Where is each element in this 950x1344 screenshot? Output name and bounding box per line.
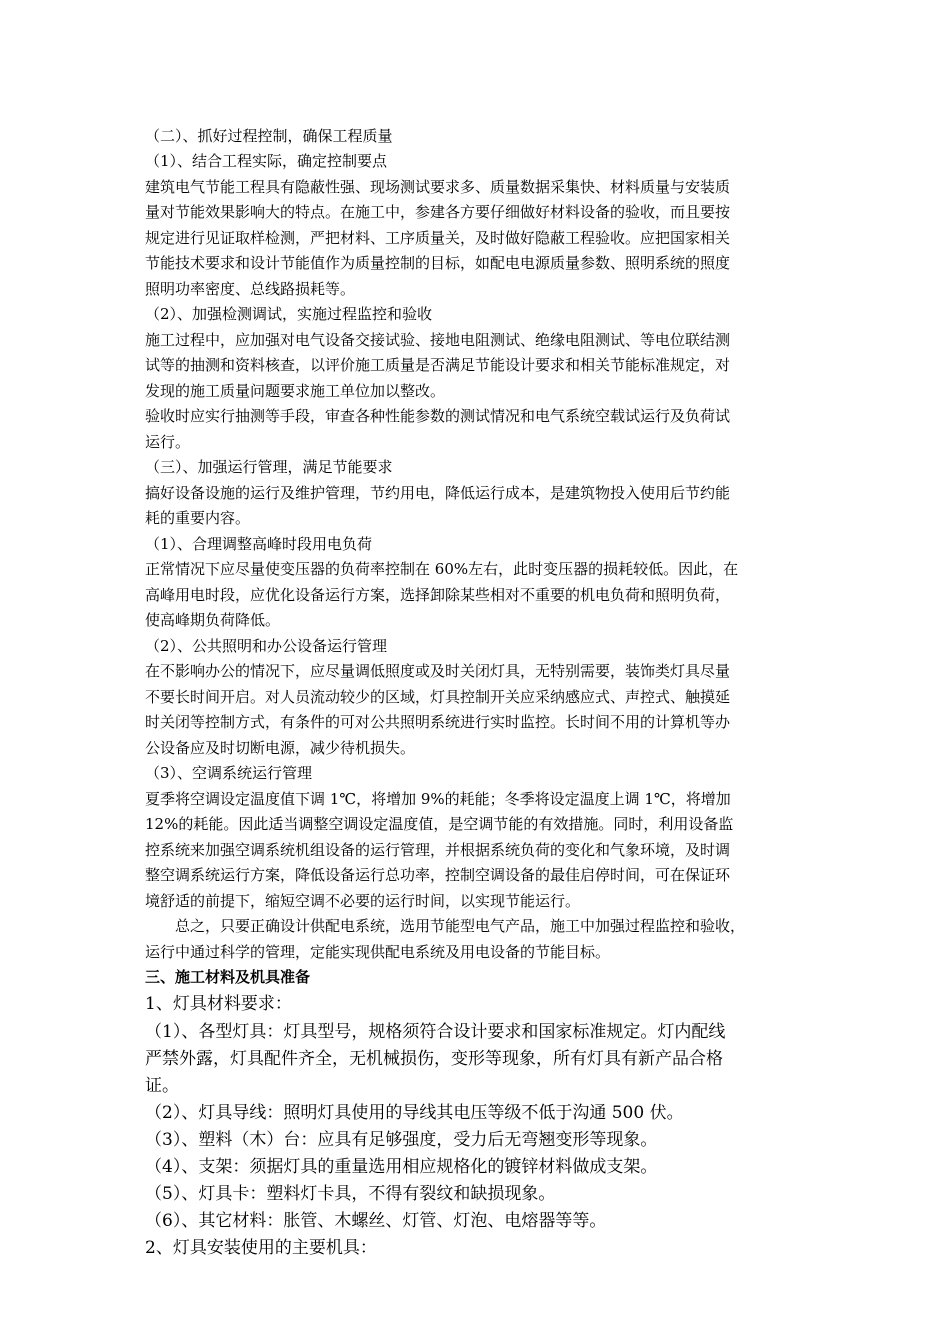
paragraph-line: 运行。	[145, 433, 191, 451]
paragraph-line: 境舒适的前提下，缩短空调不必要的运行时间，以实现节能运行。	[145, 892, 581, 910]
paragraph-line: 耗的重要内容。	[145, 509, 251, 527]
paragraph-line: 规定进行见证取样检测，严把材料、工序质量关，及时做好隐蔽工程验收。应把国家相关	[145, 229, 731, 247]
subheading-2-2: （2）、加强检测调试，实施过程监控和验收	[145, 305, 433, 323]
paragraph-line: 在不影响办公的情况下，应尽量调低照度或及时关闭灯具，无特别需要，装饰类灯具尽量	[145, 662, 731, 680]
paragraph-line: 正常情况下应尽量使变压器的负荷率控制在 60%左右，此时变压器的损耗较低。因此，在	[145, 560, 739, 578]
list-item-cont: 严禁外露，灯具配件齐全，无机械损伤，变形等现象，所有灯具有新产品合格	[145, 1049, 723, 1069]
list-item: （1）、各型灯具：灯具型号，规格须符合设计要求和国家标准规定。灯内配线	[145, 1022, 726, 1042]
subheading-2-1: （1）、结合工程实际，确定控制要点	[145, 152, 388, 170]
paragraph-line: 节能技术要求和设计节能值作为质量控制的目标，如配电电源质量参数、照明系统的照度	[145, 254, 731, 272]
list-item: （5）、灯具卡：塑料灯卡具，不得有裂纹和缺损现象。	[145, 1184, 556, 1204]
paragraph-line: 施工过程中，应加强对电气设备交接试验、接地电阻测试、绝缘电阻测试、等电位联结测	[145, 331, 731, 349]
list-item: （6）、其它材料：胀管、木螺丝、灯管、灯泡、电熔器等等。	[145, 1211, 607, 1231]
list-item: （2）、灯具导线：照明灯具使用的导线其电压等级不低于沟通 500 伏。	[145, 1103, 684, 1123]
paragraph-line: 高峰用电时段，应优化设备运行方案，选择卸除某些相对不重要的机电负荷和照明负荷，	[145, 586, 731, 604]
list-item: （3）、塑料（木）台：应具有足够强度，受力后无弯翘变形等现象。	[145, 1130, 658, 1150]
subheading-3-2: （2）、公共照明和办公设备运行管理	[145, 637, 388, 655]
section-heading-3: 三、施工材料及机具准备	[145, 968, 311, 986]
paragraph-line: 试等的抽测和资料核查，以评价施工质量是否满足节能设计要求和相关节能标准规定，对	[145, 356, 731, 374]
summary-line: 总之，只要正确设计供配电系统，选用节能型电气产品，施工中加强过程监控和验收，	[175, 917, 746, 935]
list-item-cont: 证。	[145, 1076, 179, 1096]
list-item: （4）、支架：须据灯具的重量选用相应规格化的镀锌材料做成支架。	[145, 1157, 658, 1177]
paragraph-line: 控系统来加强空调系统机组设备的运行管理，并根据系统负荷的变化和气象环境，及时调	[145, 841, 731, 859]
paragraph-line: 验收时应实行抽测等手段，审查各种性能参数的测试情况和电气系统空载试运行及负荷试	[145, 407, 731, 425]
list-heading: 2、灯具安装使用的主要机具：	[145, 1238, 377, 1258]
paragraph-line: 照明功率密度、总线路损耗等。	[145, 280, 356, 298]
subheading-3: （三）、加强运行管理，满足节能要求	[145, 458, 393, 476]
summary-line: 运行中通过科学的管理，定能实现供配电系统及用电设备的节能目标。	[145, 943, 611, 961]
paragraph-line: 搞好设备设施的运行及维护管理，节约用电，降低运行成本，是建筑物投入使用后节约能	[145, 484, 731, 502]
paragraph-line: 使高峰期负荷降低。	[145, 611, 281, 629]
paragraph-line: 不要长时间开启。对人员流动较少的区域，灯具控制开关应采纳感应式、声控式、触摸延	[145, 688, 731, 706]
paragraph-line: 整空调系统运行方案，降低设备运行总功率，控制空调设备的最佳启停时间，可在保证环	[145, 866, 731, 884]
paragraph-line: 12%的耗能。因此适当调整空调设定温度值，是空调节能的有效措施。同时，利用设备监	[145, 815, 734, 833]
paragraph-line: 建筑电气节能工程具有隐蔽性强、现场测试要求多、质量数据采集快、材料质量与安装质	[145, 178, 731, 196]
subheading-3-1: （1）、合理调整高峰时段用电负荷	[145, 535, 373, 553]
subheading-2: （二）、抓好过程控制，确保工程质量	[145, 127, 393, 145]
paragraph-line: 量对节能效果影响大的特点。在施工中，参建各方要仔细做好材料设备的验收，而且要按	[145, 203, 731, 221]
paragraph-line: 发现的施工质量问题要求施工单位加以整改。	[145, 382, 446, 400]
paragraph-line: 时关闭等控制方式，有条件的可对公共照明系统进行实时监控。长时间不用的计算机等办	[145, 713, 731, 731]
paragraph-line: 公设备应及时切断电源，减少待机损失。	[145, 739, 416, 757]
subheading-3-3: （3）、空调系统运行管理	[145, 764, 313, 782]
paragraph-line: 夏季将空调设定温度值下调 1℃，将增加 9%的耗能；冬季将设定温度上调 1℃，将增加	[145, 790, 731, 808]
list-heading: 1、灯具材料要求：	[145, 994, 292, 1014]
